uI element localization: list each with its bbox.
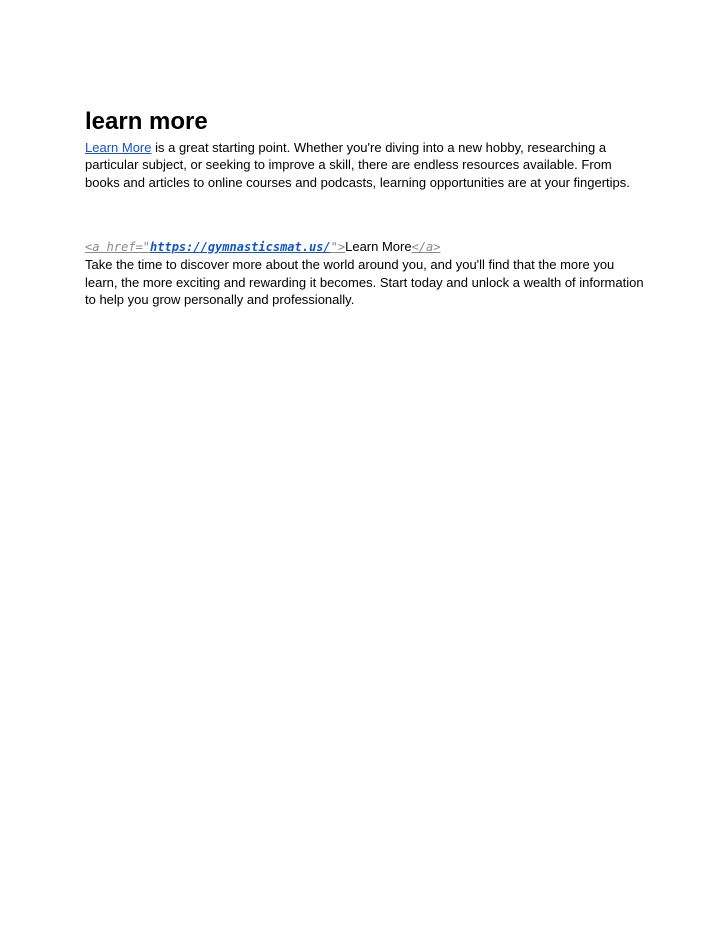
intro-paragraph xyxy=(85,139,645,191)
code-open-tag: <a href=" xyxy=(85,240,151,255)
page-title: learn more xyxy=(85,108,208,135)
html-code-snippet xyxy=(85,238,645,256)
code-end-tag: </a> xyxy=(411,240,441,255)
code-link-text: Learn More xyxy=(345,239,412,255)
document-body xyxy=(85,105,645,308)
learn-more-link[interactable]: Learn More xyxy=(85,140,152,155)
code-url-link[interactable]: https://gymnasticsmat.us/ xyxy=(150,240,331,255)
code-tag-close: "> xyxy=(330,240,346,255)
closing-paragraph: Take the time to discover more about the world around you, and you'll find that the more you learn, the more exciting and rewarding it becomes. Start today and unlock a wealth of information to help you grow personally and professionally. xyxy=(85,257,644,308)
intro-text: is a great starting point. Whether you're diving into a new hobby, researching a particular subject, or seeking to improve a skill, there are endless resources available. From books and articles to online courses and podcasts, learning opportunities are at your fingertips. xyxy=(85,140,630,190)
